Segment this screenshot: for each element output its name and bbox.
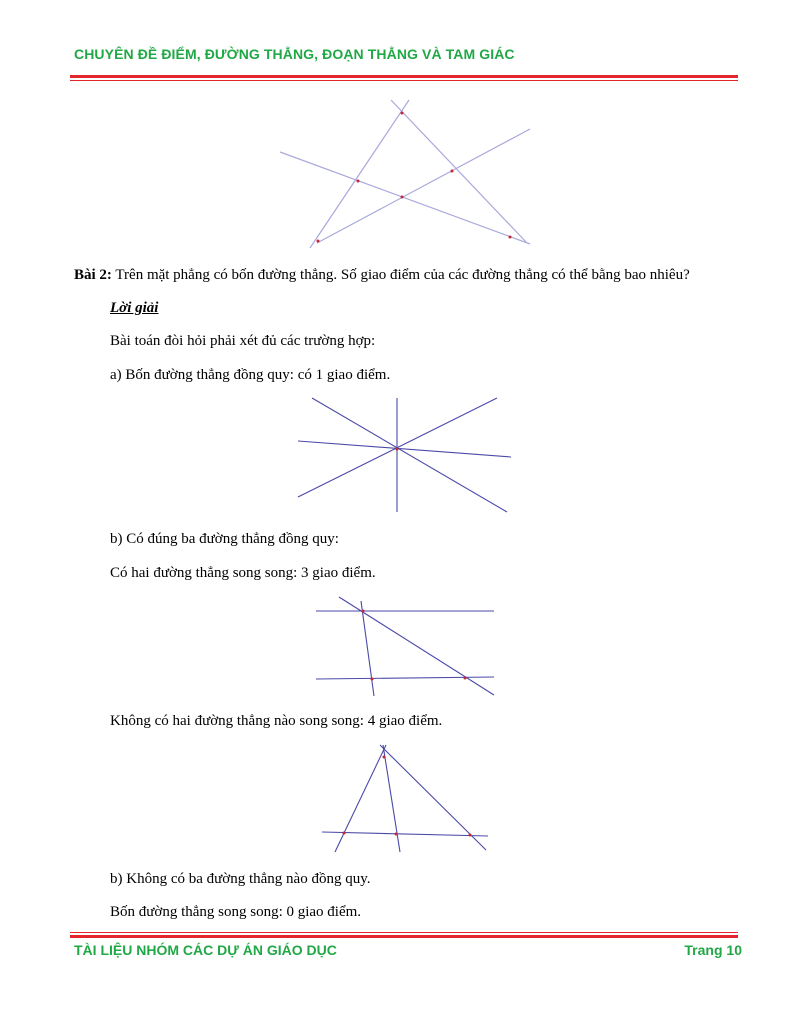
case-b2-text: b) Không có ba đường thẳng nào đồng quy. [110, 871, 371, 887]
page-header-title: CHUYÊN ĐỀ ĐIỂM, ĐƯỜNG THẲNG, ĐOẠN THẲNG VÀ TAM GIÁC [74, 46, 515, 62]
solution-intro: Bài toán đòi hỏi phải xét đủ các trường hợp: [110, 333, 376, 349]
case-b2-all-parallel-text: Bốn đường thẳng song song: 0 giao điểm. [110, 904, 362, 920]
case-b1-noparallel-text: Không có hai đường thẳng nào song song: 4 giao điểm. [110, 713, 443, 729]
figure-three-concurrent-transversal [0, 740, 792, 855]
problem-statement [74, 266, 690, 284]
case-b1-text: b) Có đúng ba đường thẳng đồng quy: [110, 531, 339, 547]
problem-label: Bài 2: [74, 267, 112, 283]
figure-four-concurrent-lines [0, 392, 792, 517]
figure-previous-lines [0, 95, 792, 255]
header-rule-thick [70, 75, 738, 78]
case-b1-parallel-text: Có hai đường thẳng song song: 3 giao điểm. [110, 565, 376, 581]
footer-rule-thin [70, 932, 738, 933]
figure-three-concurrent-two-parallel [0, 594, 792, 699]
header-rule-thin [70, 80, 738, 81]
problem-question: Trên mặt phẳng có bốn đường thẳng. Số giao điểm của các đường thẳng có thể bằng bao nhiêu? [111, 267, 690, 283]
footer-publisher: TÀI LIỆU NHÓM CÁC DỰ ÁN GIÁO DỤC [74, 942, 337, 958]
footer-rule-thick [70, 935, 738, 938]
solution-heading: Lời giải [110, 300, 159, 316]
footer-page-number: Trang 10 [684, 942, 742, 958]
case-a-text: a) Bốn đường thẳng đồng quy: có 1 giao điểm. [110, 367, 391, 383]
